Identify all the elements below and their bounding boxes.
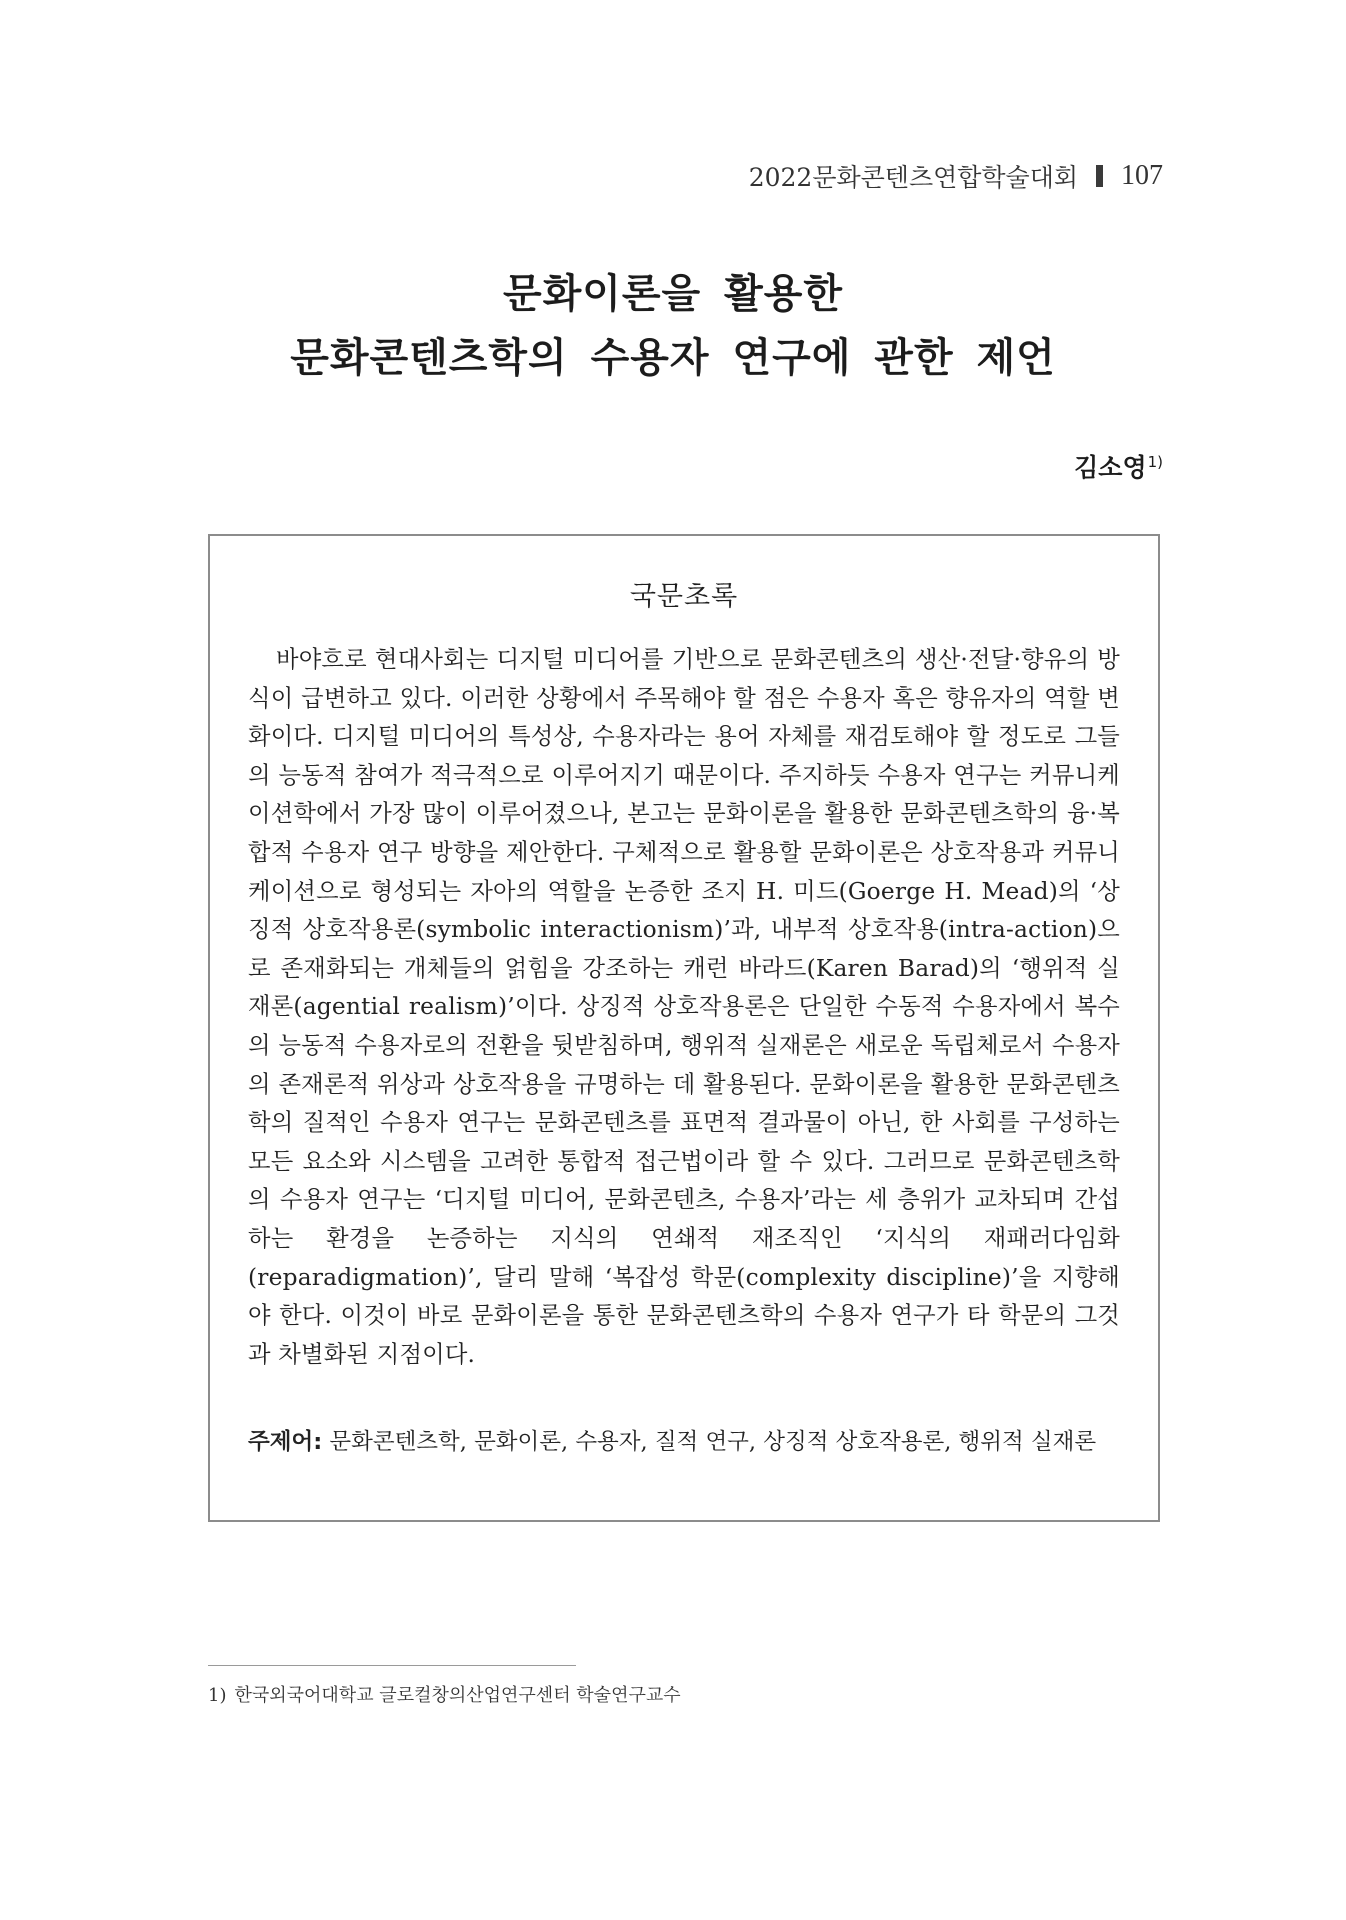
abstract-body: 바야흐로 현대사회는 디지털 미디어를 기반으로 문화콘텐츠의 생산·전달·향유의 방식이 급변하고 있다. 이러한 상황에서 주목해야 할 점은 수용자 혹은 향유자의 역할 변화이다. 디지털 미디어의 특성상, 수용자라는 용어 자체를 재검토해야 할 정도로 그들의 능동적 참여가 적극적으로 이루어지기 때문이다. 주지하듯 수용자 연구는 커뮤니케이션학에서 가장 많이 이루어졌으나, 본고는 문화이론을 활용한 문화콘텐츠학의 융·복합적 수용자 연구 방향을 제안한다. 구체적으로 활용할 문화이론은 상호작용과 커뮤니케이션으로 형성되는 자아의 역할을 논증한 조지 H. 미드(Goerge H. Mead)의 ‘상징적 상호작용론(symbolic interactionism)’과, 내부적 상호작용(intra-action)으로 존재화되는 개체들의 얽힘을 강조하는 캐런 바라드(Karen Barad)의 ‘행위적 실재론(agential realism)’이다. 상징적 상호작용론은 단일한 수동적 수용자에서 복수의 능동적 수용자로의 전환을 뒷받침하며, 행위적 실재론은 새로운 독립체로서 수용자의 존재론적 위상과 상호작용을 규명하는 데 활용된다. 문화이론을 활용한 문화콘텐츠학의 질적인 수용자 연구는 문화콘텐츠를 표면적 결과물이 아닌, 한 사회를 구성하는 모든 요소와 시스템을 고려한 통합적 접근법이라 할 수 있다. 그러므로 문화콘텐츠학의 수용자 연구는 ‘디지털 미디어, 문화콘텐츠, 수용자’라는 세 층위가 교차되며 간섭하는 환경을 논증하는 지식의 연쇄적 재조직인 ‘지식의 재패러다임화(reparadigmation)’, 달리 말해 ‘복잡성 학문(complexity discipline)’을 지향해야 한다. 이것이 바로 문화이론을 통한 문화콘텐츠학의 수용자 연구가 타 학문의 그것과 차별화된 지점이다. — [248, 646, 1120, 1368]
title-line-2: 문화콘텐츠학의 수용자 연구에 관한 제언 — [290, 335, 1056, 381]
abstract-box — [208, 534, 1160, 1522]
keywords-line — [248, 1426, 1120, 1458]
author-footnote-ref: 1) — [1147, 453, 1163, 471]
footnote-mark: 1) — [208, 1685, 227, 1706]
footnote-text: 한국외국어대학교 글로컬창의산업연구센터 학술연구교수 — [234, 1685, 681, 1706]
abstract-heading: 국문초록 — [629, 581, 739, 612]
header-separator-bar — [1096, 165, 1103, 187]
keywords-list: 문화콘텐츠학, 문화이론, 수용자, 질적 연구, 상징적 상호작용론, 행위적 실재론 — [329, 1429, 1097, 1456]
paper-title — [0, 262, 1346, 390]
title-line-1: 문화이론을 활용한 — [502, 271, 844, 317]
footnote-divider — [208, 1665, 576, 1666]
footnote — [208, 1681, 681, 1707]
page-number: 107 — [1121, 160, 1163, 191]
running-header — [749, 158, 1163, 194]
author-name: 김소영 — [1074, 453, 1147, 482]
keywords-label: 주제어: — [248, 1429, 323, 1456]
conference-name: 2022문화콘텐츠연합학술대회 — [748, 163, 1078, 192]
author-byline — [1074, 448, 1163, 484]
